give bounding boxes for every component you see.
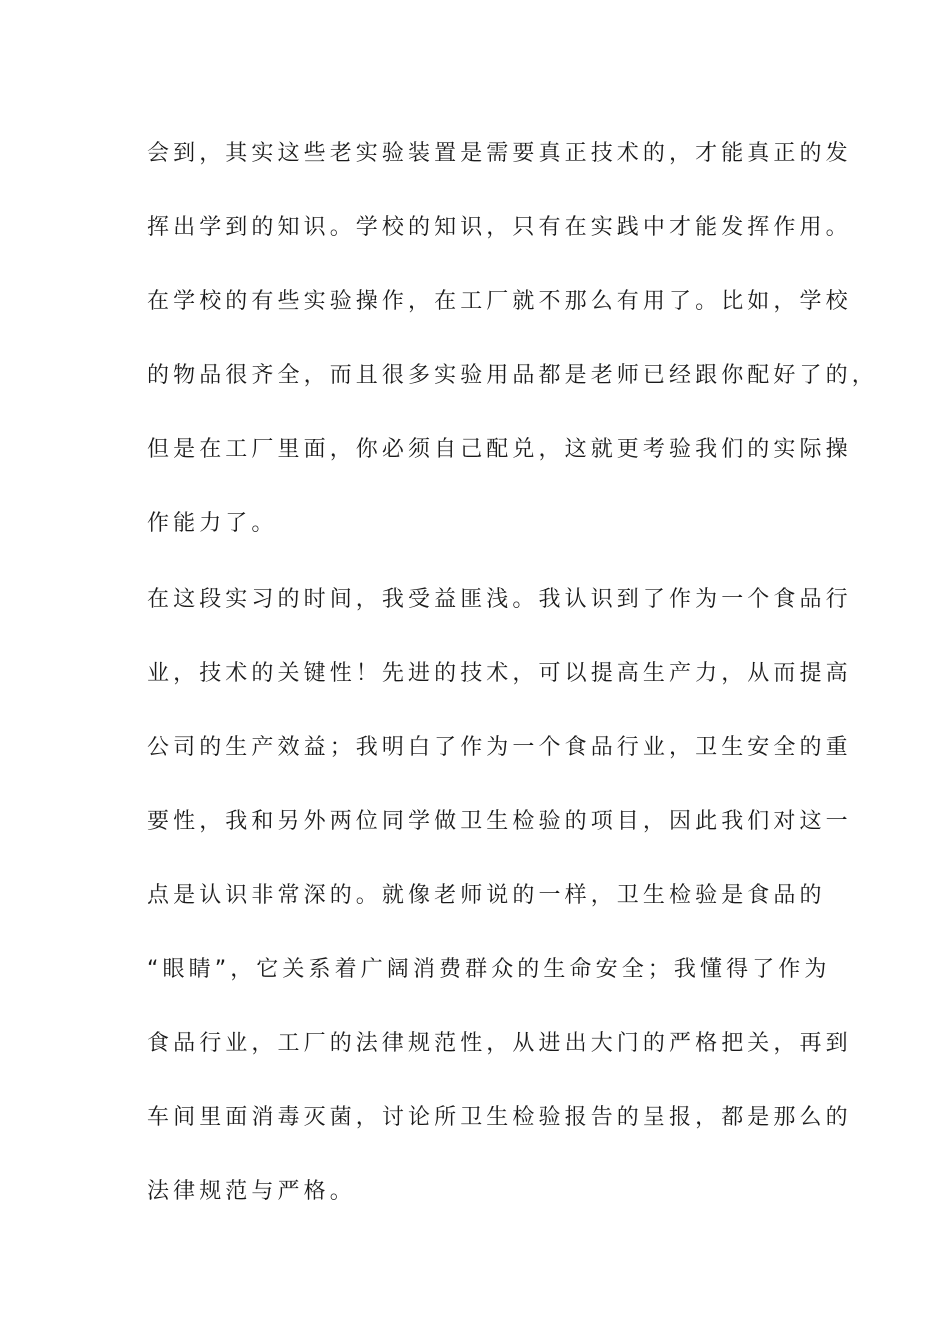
text-line: 但是在工厂里面，你必须自己配兑，这就更考验我们的实际操 bbox=[147, 437, 852, 462]
text-line: 的物品很齐全，而且很多实验用品都是老师已经跟你配好了的， bbox=[147, 363, 878, 388]
text-line: 要性，我和另外两位同学做卫生检验的项目，因此我们对这一 bbox=[147, 809, 852, 834]
text-line: 法律规范与严格。 bbox=[147, 1179, 356, 1204]
text-line: 公司的生产效益；我明白了作为一个食品行业，卫生安全的重 bbox=[147, 735, 852, 760]
text-line: 车间里面消毒灭菌，讨论所卫生检验报告的呈报，都是那么的 bbox=[147, 1105, 852, 1130]
text-line: 点是认识非常深的。就像老师说的一样，卫生检验是食品的 bbox=[147, 883, 826, 908]
text-line: “眼睛”，它关系着广阔消费群众的生命安全；我懂得了作为 bbox=[147, 957, 831, 982]
text-line: 在这段实习的时间，我受益匪浅。我认识到了作为一个食品行 bbox=[147, 587, 852, 612]
text-line: 作能力了。 bbox=[147, 511, 278, 536]
text-line: 食品行业，工厂的法律规范性，从进出大门的严格把关，再到 bbox=[147, 1031, 852, 1056]
text-line: 会到，其实这些老实验装置是需要真正技术的，才能真正的发 bbox=[147, 141, 852, 166]
text-line: 在学校的有些实验操作，在工厂就不那么有用了。比如，学校 bbox=[147, 289, 852, 314]
text-line: 业，技术的关键性！先进的技术，可以提高生产力，从而提高 bbox=[147, 661, 852, 686]
text-line: 挥出学到的知识。学校的知识，只有在实践中才能发挥作用。 bbox=[147, 215, 852, 240]
